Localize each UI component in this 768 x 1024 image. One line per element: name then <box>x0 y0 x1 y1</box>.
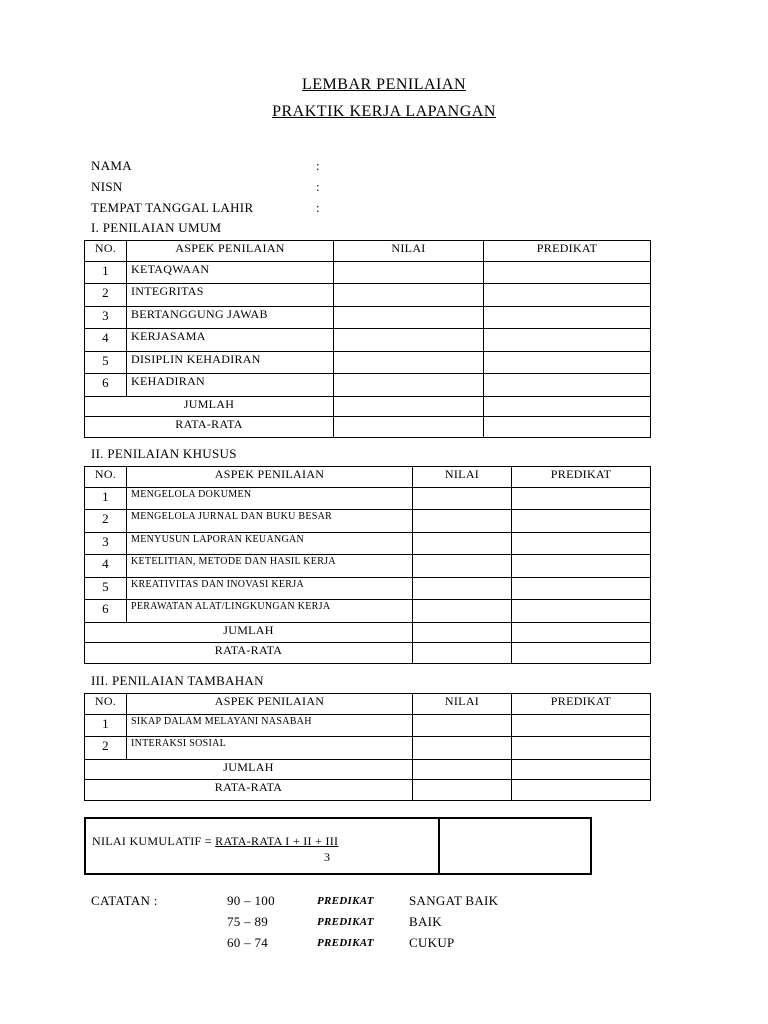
value-cell <box>334 284 484 307</box>
row-aspect: SIKAP DALAM MELAYANI NASABAH <box>127 714 413 737</box>
value-cell <box>413 759 512 780</box>
row-aspect: KEHADIRAN <box>127 374 334 397</box>
identity-label: TEMPAT TANGGAL LAHIR <box>91 200 254 215</box>
cumulative-formula <box>92 834 338 849</box>
row-aspect: INTEGRITAS <box>127 284 334 307</box>
total-label: JUMLAH <box>85 622 413 643</box>
col-header-no: NO. <box>85 241 127 262</box>
value-cell <box>334 374 484 397</box>
value-cell <box>334 351 484 374</box>
predicate-cell <box>512 780 651 801</box>
col-header-value: NILAI <box>334 241 484 262</box>
table-row <box>85 555 651 578</box>
col-header-aspect: ASPEK PENILAIAN <box>127 241 334 262</box>
section-heading-general: I. PENILAIAN UMUM <box>91 220 222 235</box>
row-number: 4 <box>85 329 127 352</box>
value-cell <box>413 643 512 664</box>
col-header-no: NO. <box>85 694 127 715</box>
row-number: 4 <box>85 555 127 578</box>
table-row <box>85 737 651 760</box>
predicate-cell <box>512 737 651 760</box>
value-cell <box>413 600 512 623</box>
identity-label: NAMA <box>91 158 132 173</box>
grade-result: BAIK <box>409 914 442 929</box>
col-header-aspect: ASPEK PENILAIAN <box>127 694 413 715</box>
predicate-cell <box>512 577 651 600</box>
table-row <box>85 374 651 397</box>
row-aspect: KETELITIAN, METODE DAN HASIL KERJA <box>127 555 413 578</box>
identity-label: NISN <box>91 179 123 194</box>
total-row <box>85 759 651 780</box>
row-aspect: MENGELOLA JURNAL DAN BUKU BESAR <box>127 510 413 533</box>
identity-separator: : <box>316 200 320 215</box>
table-row <box>85 351 651 374</box>
value-cell <box>413 780 512 801</box>
row-number: 5 <box>85 577 127 600</box>
predicate-cell <box>484 284 651 307</box>
cumulative-value-cell <box>440 819 590 873</box>
table-general-assessment <box>84 240 651 438</box>
value-cell <box>413 487 512 510</box>
row-number: 3 <box>85 532 127 555</box>
section-heading-additional: III. PENILAIAN TAMBAHAN <box>91 673 264 688</box>
row-aspect: BERTANGGUNG JAWAB <box>127 306 334 329</box>
total-label: JUMLAH <box>85 396 334 417</box>
average-row <box>85 780 651 801</box>
predicate-cell <box>512 510 651 533</box>
average-row <box>85 643 651 664</box>
row-number: 2 <box>85 284 127 307</box>
row-number: 6 <box>85 374 127 397</box>
table-header-row <box>85 467 651 488</box>
value-cell <box>334 261 484 284</box>
predicate-cell <box>484 374 651 397</box>
identity-separator: : <box>316 179 320 194</box>
document-title: LEMBAR PENILAIAN <box>302 76 466 93</box>
predicate-cell <box>484 329 651 352</box>
col-header-aspect: ASPEK PENILAIAN <box>127 467 413 488</box>
predicate-cell <box>512 622 651 643</box>
predicate-cell <box>484 306 651 329</box>
identity-separator: : <box>316 158 320 173</box>
table-header-row <box>85 241 651 262</box>
table-row <box>85 510 651 533</box>
predicate-cell <box>484 417 651 438</box>
value-cell <box>334 329 484 352</box>
row-aspect: PERAWATAN ALAT/LINGKUNGAN KERJA <box>127 600 413 623</box>
total-label: JUMLAH <box>85 759 413 780</box>
section-heading-specific: II. PENILAIAN KHUSUS <box>91 446 237 461</box>
grade-result: CUKUP <box>409 935 455 950</box>
col-header-value: NILAI <box>413 694 512 715</box>
cumulative-formula-cell <box>86 819 440 873</box>
grade-predicate-word: PREDIKAT <box>317 937 374 949</box>
row-aspect: DISIPLIN KEHADIRAN <box>127 351 334 374</box>
table-row <box>85 532 651 555</box>
grade-range: 75 – 89 <box>227 914 269 929</box>
predicate-cell <box>484 351 651 374</box>
grade-result: SANGAT BAIK <box>409 893 499 908</box>
predicate-cell <box>512 600 651 623</box>
total-row <box>85 622 651 643</box>
predicate-cell <box>512 532 651 555</box>
row-aspect: KREATIVITAS DAN INOVASI KERJA <box>127 577 413 600</box>
value-cell <box>413 714 512 737</box>
row-aspect: MENYUSUN LAPORAN KEUANGAN <box>127 532 413 555</box>
predicate-cell <box>512 487 651 510</box>
col-header-predicate: PREDIKAT <box>512 694 651 715</box>
grade-predicate-word: PREDIKAT <box>317 916 374 928</box>
identity-row-nisn <box>91 179 320 195</box>
row-number: 1 <box>85 714 127 737</box>
row-number: 2 <box>85 737 127 760</box>
predicate-cell <box>484 261 651 284</box>
table-row <box>85 600 651 623</box>
row-number: 1 <box>85 487 127 510</box>
row-number: 5 <box>85 351 127 374</box>
grade-predicate-word: PREDIKAT <box>317 895 374 907</box>
predicate-cell <box>512 714 651 737</box>
total-row <box>85 396 651 417</box>
row-number: 6 <box>85 600 127 623</box>
row-number: 3 <box>85 306 127 329</box>
value-cell <box>413 532 512 555</box>
col-header-value: NILAI <box>413 467 512 488</box>
average-row <box>85 417 651 438</box>
value-cell <box>334 396 484 417</box>
table-header-row <box>85 694 651 715</box>
value-cell <box>413 622 512 643</box>
row-aspect: INTERAKSI SOSIAL <box>127 737 413 760</box>
row-number: 2 <box>85 510 127 533</box>
predicate-cell <box>512 555 651 578</box>
predicate-cell <box>512 643 651 664</box>
cumulative-label: NILAI KUMULATIF = <box>92 834 216 848</box>
table-row <box>85 329 651 352</box>
table-additional-assessment <box>84 693 651 801</box>
grade-range: 90 – 100 <box>227 893 275 908</box>
col-header-predicate: PREDIKAT <box>512 467 651 488</box>
grade-range: 60 – 74 <box>227 935 269 950</box>
cumulative-score-box <box>84 817 592 875</box>
average-label: RATA-RATA <box>85 417 334 438</box>
identity-row-name <box>91 158 320 174</box>
table-specific-assessment <box>84 466 651 664</box>
table-row <box>85 714 651 737</box>
table-row <box>85 577 651 600</box>
value-cell <box>413 510 512 533</box>
value-cell <box>413 555 512 578</box>
row-number: 1 <box>85 261 127 284</box>
cumulative-numerator: RATA-RATA I + II + III <box>215 834 339 848</box>
identity-row-birth <box>91 200 320 216</box>
table-row <box>85 306 651 329</box>
row-aspect: MENGELOLA DOKUMEN <box>127 487 413 510</box>
table-row <box>85 261 651 284</box>
average-label: RATA-RATA <box>85 643 413 664</box>
value-cell <box>413 737 512 760</box>
col-header-predicate: PREDIKAT <box>484 241 651 262</box>
row-aspect: KETAQWAAN <box>127 261 334 284</box>
predicate-cell <box>484 396 651 417</box>
average-label: RATA-RATA <box>85 780 413 801</box>
value-cell <box>334 306 484 329</box>
predicate-cell <box>512 759 651 780</box>
document-subtitle: PRAKTIK KERJA LAPANGAN <box>272 103 496 120</box>
table-row <box>85 284 651 307</box>
value-cell <box>334 417 484 438</box>
cumulative-denominator: 3 <box>324 850 331 864</box>
notes-label: CATATAN : <box>91 893 158 908</box>
row-aspect: KERJASAMA <box>127 329 334 352</box>
col-header-no: NO. <box>85 467 127 488</box>
table-row <box>85 487 651 510</box>
value-cell <box>413 577 512 600</box>
